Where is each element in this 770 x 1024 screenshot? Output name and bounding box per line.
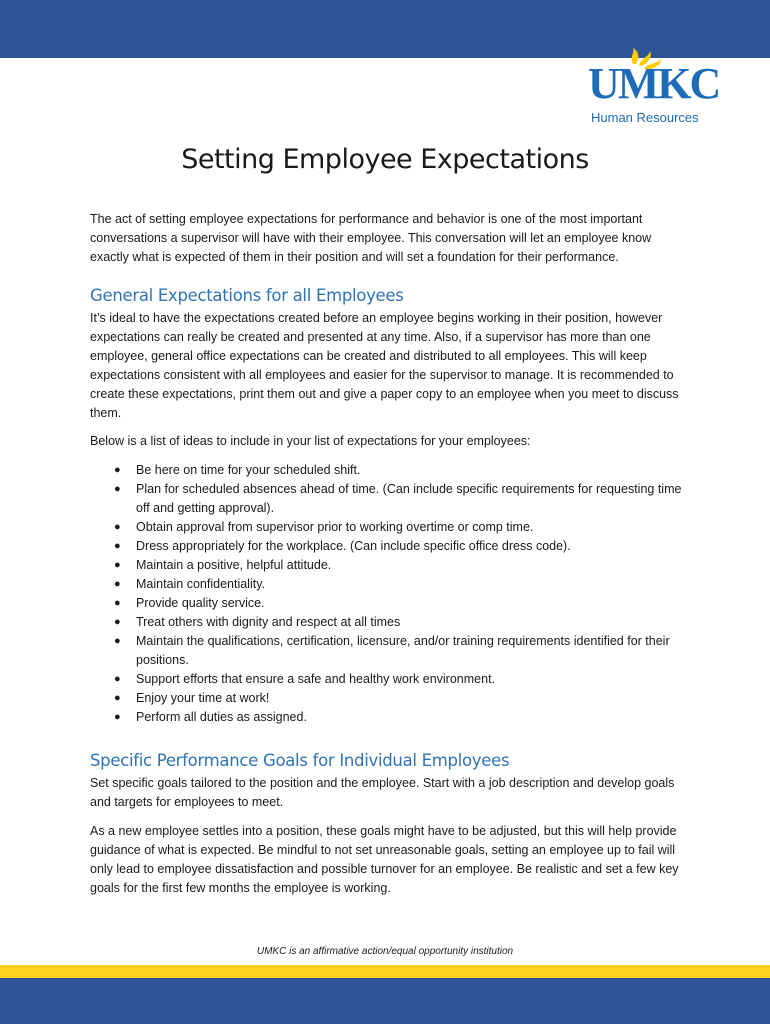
list-item-text: Provide quality service. xyxy=(136,596,265,610)
list-item-text: Obtain approval from supervisor prior to working overtime or comp time. xyxy=(136,520,534,534)
list-item-text: Maintain confidentiality. xyxy=(136,577,266,591)
expectations-list xyxy=(90,461,690,727)
bullet-icon: ● xyxy=(114,616,121,628)
list-item-text: Treat others with dignity and respect at all times xyxy=(136,615,401,629)
bullet-icon: ● xyxy=(114,540,121,552)
bullet-icon: ● xyxy=(114,464,121,476)
adjustment-paragraph: As a new employee settles into a position, these goals might have to be adjusted, but this will help provide guidance of what is expected. Be mindful to not set unreasonable goals, setting an employee up to fail will only lead to employee dissatisfaction and possible turnover for an employee. Be realistic and set a few key goals for the first few months the employee is working. xyxy=(90,824,679,895)
list-item xyxy=(90,708,690,727)
section-heading-specific: Specific Performance Goals for Individual Employees xyxy=(90,751,510,770)
list-item xyxy=(90,537,690,556)
bullet-icon: ● xyxy=(114,635,121,647)
list-item xyxy=(90,461,690,480)
list-item-text: Be here on time for your scheduled shift. xyxy=(136,463,361,477)
bullet-icon: ● xyxy=(114,483,121,495)
list-intro-paragraph: Below is a list of ideas to include in your list of expectations for your employees: xyxy=(90,434,531,448)
footer-note: UMKC is an affirmative action/equal opportunity institution xyxy=(256,946,514,957)
page-title: Setting Employee Expectations xyxy=(181,144,589,175)
intro-paragraph: The act of setting employee expectations for performance and behavior is one of the most important conversations a supervisor will have with their employee. This conversation will let an employee know exactly what is expected of them in their position and will set a foundation for their performance. xyxy=(90,212,652,264)
list-item xyxy=(90,480,690,518)
list-item xyxy=(90,632,690,670)
list-item xyxy=(90,689,690,708)
footer-yellow-band xyxy=(0,965,770,978)
specific-paragraph: Set specific goals tailored to the position and the employee. Start with a job description and develop goals and targets for employees to meet. xyxy=(90,776,675,809)
logo-wordmark: UMKC xyxy=(588,59,720,108)
section-heading-general: General Expectations for all Employees xyxy=(90,286,404,305)
bullet-icon: ● xyxy=(114,559,121,571)
list-item xyxy=(90,518,690,537)
list-item-text: Plan for scheduled absences ahead of time. (Can include specific requirements for requesting time off and getting approval). xyxy=(136,482,682,515)
list-item-text: Enjoy your time at work! xyxy=(136,691,270,705)
bullet-icon: ● xyxy=(114,711,121,723)
footer-band xyxy=(0,978,770,1024)
bullet-icon: ● xyxy=(114,673,121,685)
bullet-icon: ● xyxy=(114,692,121,704)
list-item xyxy=(90,575,690,594)
logo-subtitle: Human Resources xyxy=(591,110,699,125)
list-item xyxy=(90,594,690,613)
umkc-logo xyxy=(583,48,720,128)
general-paragraph: It’s ideal to have the expectations created before an employee begins working in their position, however expectations can really be created and presented at any time. Also, if a supervisor has more than one employee, general office expectations can be created and distributed to all employees. This will keep expectations consistent with all employees and easier for the supervisor to manage. It is recommended to create these expectations, print them out and give a paper copy to an employee when you meet to discuss them. xyxy=(90,311,679,420)
bullet-icon: ● xyxy=(114,521,121,533)
list-item-text: Perform all duties as assigned. xyxy=(136,710,307,724)
list-item-text: Support efforts that ensure a safe and healthy work environment. xyxy=(136,672,496,686)
list-item xyxy=(90,556,690,575)
list-item-text: Maintain the qualifications, certification, licensure, and/or training requirements identified for their positions. xyxy=(136,634,670,667)
list-item xyxy=(90,613,690,632)
list-item-text: Maintain a positive, helpful attitude. xyxy=(136,558,332,572)
list-item xyxy=(90,670,690,689)
bullet-icon: ● xyxy=(114,597,121,609)
list-item-text: Dress appropriately for the workplace. (Can include specific office dress code). xyxy=(136,539,571,553)
bullet-icon: ● xyxy=(114,578,121,590)
